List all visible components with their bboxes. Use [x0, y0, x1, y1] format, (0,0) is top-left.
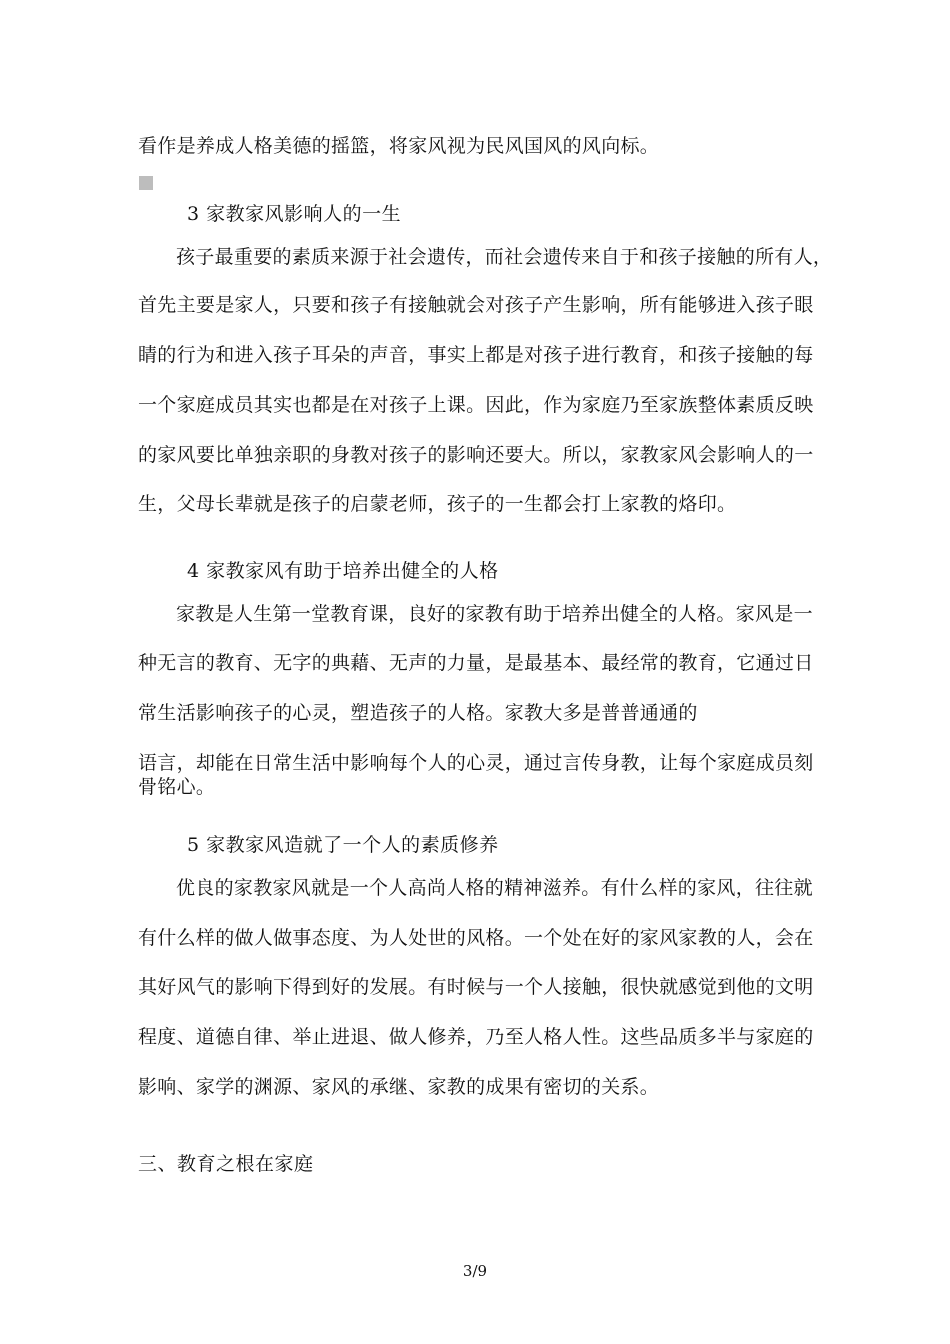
section-heading-4: 4 家教家风有助于培养出健全的人格: [187, 560, 499, 582]
paragraph-line: 优良的家教家风就是一个人高尚人格的精神滋养。有什么样的家风，往往就: [176, 877, 813, 899]
paragraph-line: 生，父母长辈就是孩子的启蒙老师，孩子的一生都会打上家教的烙印。: [138, 493, 737, 515]
paragraph-line: 其好风气的影响下得到好的发展。有时候与一个人接触，很快就感觉到他的文明: [138, 976, 814, 998]
paragraph-line: 孩子最重要的素质来源于社会遗传，而社会遗传来自于和孩子接触的所有人，: [176, 246, 833, 268]
paragraph-line: 常生活影响孩子的心灵，塑造孩子的人格。家教大多是普普通通的: [138, 702, 698, 724]
paragraph-line: 骨铭心。: [138, 776, 216, 798]
paragraph-line: 睛的行为和进入孩子耳朵的声音，事实上都是对孩子进行教育，和孩子接触的每: [138, 344, 814, 366]
part-heading: 三、教育之根在家庭: [138, 1153, 314, 1175]
paragraph-line: 有什么样的做人做事态度、为人处世的风格。一个处在好的家风家教的人，会在: [138, 927, 814, 949]
paragraph-line: 首先主要是家人，只要和孩子有接触就会对孩子产生影响，所有能够进入孩子眼: [138, 294, 814, 316]
section-heading-5: 5 家教家风造就了一个人的素质修养: [187, 834, 499, 856]
page-number: 3/9: [462, 1262, 488, 1280]
placeholder-square-icon: [139, 176, 153, 190]
paragraph-line: 影响、家学的渊源、家风的承继、家教的成果有密切的关系。: [138, 1076, 660, 1098]
paragraph-line: 家教是人生第一堂教育课，良好的家教有助于培养出健全的人格。家风是一: [176, 603, 813, 625]
paragraph-line: 种无言的教育、无字的典藉、无声的力量，是最基本、最经常的教育，它通过日: [138, 652, 814, 674]
paragraph-line: 程度、道德自律、举止进退、做人修养，乃至人格人性。这些品质多半与家庭的: [138, 1026, 814, 1048]
paragraph-line: 的家风要比单独亲职的身教对孩子的影响还要大。所以，家教家风会影响人的一: [138, 444, 814, 466]
paragraph-line: 一个家庭成员其实也都是在对孩子上课。因此，作为家庭乃至家族整体素质反映: [138, 394, 814, 416]
paragraph-line: 语言，却能在日常生活中影响每个人的心灵，通过言传身教，让每个家庭成员刻: [138, 752, 814, 774]
paragraph-line: 看作是养成人格美德的摇篮，将家风视为民风国风的风向标。: [138, 135, 660, 157]
section-heading-3: 3 家教家风影响人的一生: [187, 203, 402, 225]
